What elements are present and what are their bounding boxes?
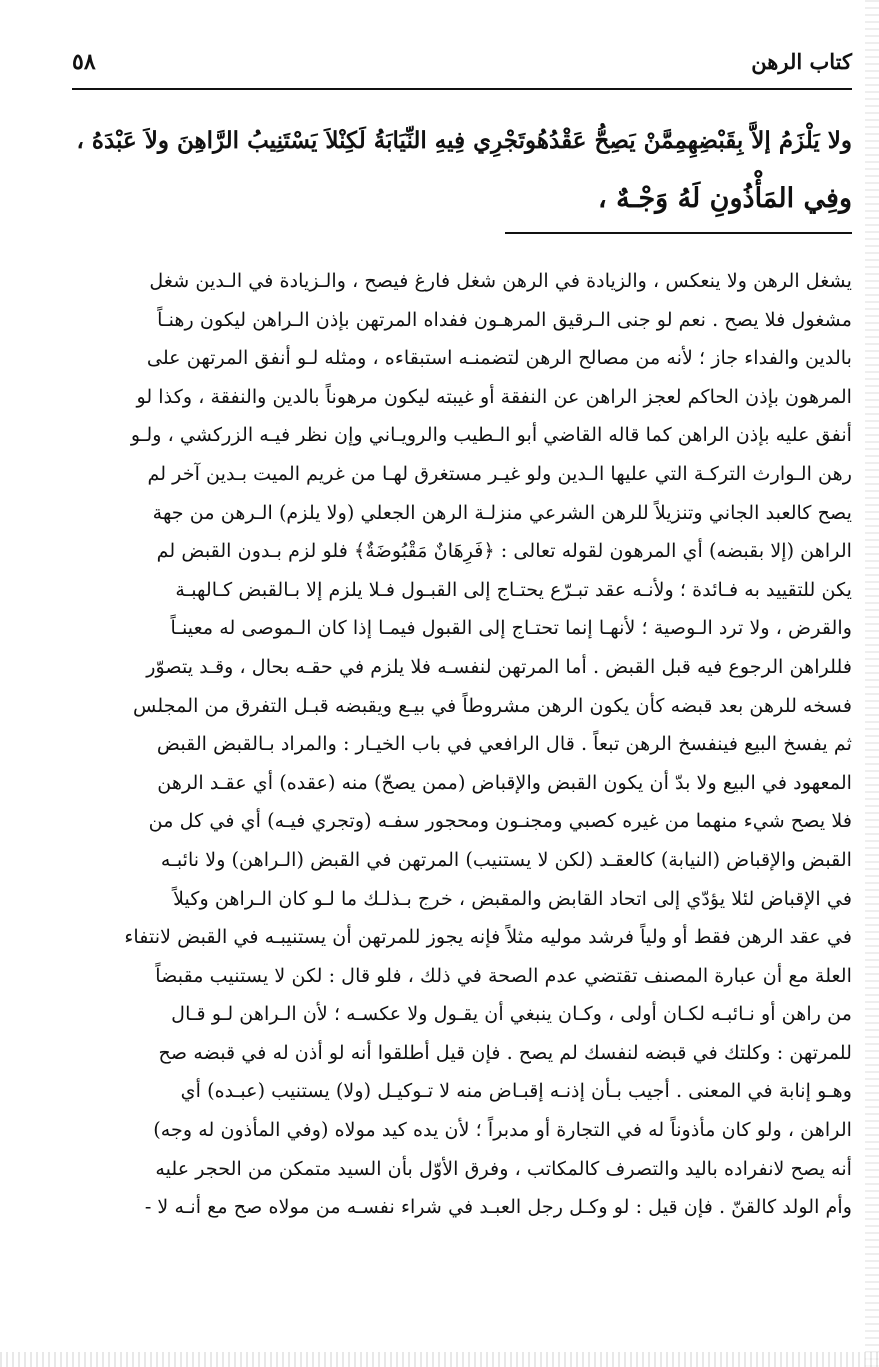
page-header xyxy=(72,45,852,85)
commentary-line: أنفق عليه بإذن الراهن كما قاله القاضي أبو الـطيب والرويـاني وإن نظر فيـه الزركشي ، ولـو xyxy=(130,423,852,447)
commentary-line: المعهود في البيع ولا بدّ أن يكون القبض والإقباض (ممن يصحّ) منه (عقده) أي عقـد الرهن xyxy=(157,770,852,794)
commentary-line: العلة مع أن عبارة المصنف تقتضي عدم الصحة في ذلك ، فلو قال : لكن لا يستنيب مقبضاً xyxy=(155,963,852,987)
commentary-line: أنه يصح لانفراده باليد والتصرف كالمكاتب ، وفرق الأوّل بأن السيد متمكن من الحجر عليه xyxy=(155,1156,852,1180)
scan-edge-bottom xyxy=(0,1352,879,1367)
commentary-line: في عقد الرهن فقط أو ولياً فرشد موليه مثلاً فإنه يجوز للمرتهن أن يستنيبـه في القبض لانتفاء xyxy=(124,925,852,949)
commentary-line: مشغول فلا يصح . نعم لو جنى الـرقيق المرهـون ففداه المرتهن بإذن الـراهن ليكون رهنـاً xyxy=(157,307,852,331)
scan-edge-right xyxy=(865,0,879,1367)
matn-text xyxy=(72,112,852,228)
matn-line: وفِي المَأْذُونِ لَهُ وَجْـهٌ ، xyxy=(597,183,852,214)
commentary-line: والقرض ، ولا ترد الـوصية ؛ لأنهـا إنما تحتـاج إلى القبول فيمـا إذا كان الـموصى له معينـاً xyxy=(170,616,852,640)
matn-divider xyxy=(505,232,852,234)
commentary-line: فللراهن الرجوع فيه قبل القبض . أما المرتهن لنفسـه فلا يلزم في حقـه بحال ، وقـد يتصوّر xyxy=(146,654,852,678)
commentary-line: الراهن ، ولو كان مأذوناً له في التجارة أو مدبراً ؛ لأن يده كيد مولاه (وفي المأذون له وجه) xyxy=(153,1118,852,1142)
commentary-line: وأم الولد كالقنّ . فإن قيل : لو وكـل رجل العبـد في شراء نفسـه من مولاه صح مع أنـه لا - xyxy=(144,1195,852,1219)
page-number: ٥٨ xyxy=(72,49,96,75)
header-divider xyxy=(72,88,852,90)
commentary-text xyxy=(72,262,852,1227)
commentary-line: يشغل الرهن ولا ينعكس ، والزيادة في الرهن شغل فارغ فيصح ، والـزيادة في الـدين شغل xyxy=(149,269,852,292)
commentary-line: وهـو إنابة في المعنى . أجيب بـأن إذنـه إقبـاض منه لا تـوكيـل (ولا) يستنيب (عبـده) أي xyxy=(180,1079,852,1103)
commentary-line: فلا يصح شيء منهما من غيره كصبي ومجنـون ومحجور سفـه (وتجري فيـه) أي في كل من xyxy=(148,809,852,833)
commentary-line: المرهون بإذن الحاكم لعجز الراهن عن النفقة أو غيبته ليكون مرهوناً بالدين والنفقة ، وكذا لو xyxy=(136,384,852,408)
commentary-line: في الإقباض لئلا يؤدّي إلى اتحاد القابض والمقبض ، خرج بـذلـك ما لـو كان الـراهن وكيلاً xyxy=(173,886,852,910)
commentary-line: ثم يفسخ البيع فينفسخ الرهن تبعاً . قال الرافعي في باب الخيـار : والمراد بـالقبض القبض xyxy=(156,732,852,756)
commentary-line: من راهن أو نـائبـه لكـان أولى ، وكـان ينبغي أن يقـول ولا عكسـه ؛ لأن الـراهن لـو قـال xyxy=(171,1002,852,1026)
commentary-line: القبض والإقباض (النيابة) كالعقـد (لكن لا يستنيب) المرتهن في القبض (الـراهن) ولا نائبـه xyxy=(160,847,852,871)
commentary-line: يصح كالعبد الجاني وتنزيلاً للرهن الشرعي منزلـة الرهن الجعلي (ولا يلزم) الـرهن من جهة xyxy=(152,500,852,524)
commentary-line: للمرتهن : وكلتك في قبضه لنفسك لم يصح . فإن قيل أطلقوا أنه لو أذن له في قبضه صح xyxy=(158,1040,852,1064)
running-title: كتاب الرهن xyxy=(751,49,852,74)
commentary-line: الراهن (إلا بقبضه) أي المرهون لقوله تعالى : ﴿فَرِهَانٌ مَقْبُوضَةٌ﴾ فلو لزم بـدون القبض لم xyxy=(156,539,852,563)
commentary-line: رهن الـوارث التركـة التي عليها الـدين ولو غيـر مستغرق لهـا من غريم الميت بـدين آخر لم xyxy=(147,461,852,485)
matn-line: ولا يَلْزَمُ إلاَّ بِقَبْضِهِمِمَّنْ يَصِحُّ عَقْدُهُوتَجْرِي فِيهِ النِّيَابَةُ لَكِنْلاَ يَسْتَنِيبُ الرَّاهِنَ ولاَ عَبْدَهُ ، xyxy=(76,127,852,154)
commentary-line: يكن للتقييد به فـائدة ؛ ولأنـه عقد تبـرّع يحتـاج إلى القبـول فـلا يلزم إلا بـالقبض كـالهبـة xyxy=(175,577,852,601)
commentary-line: فسخه للرهن بعد قبضه كأن يكون الرهن مشروطاً في بيـع ويقبضه قبـل التفرق من المجلس xyxy=(132,693,852,717)
commentary-line: بالدين والفداء جاز ؛ لأنه من مصالح الرهن لتضمنـه استبقاءه ، ومثله لـو أنفق المرتهن على xyxy=(146,346,852,370)
